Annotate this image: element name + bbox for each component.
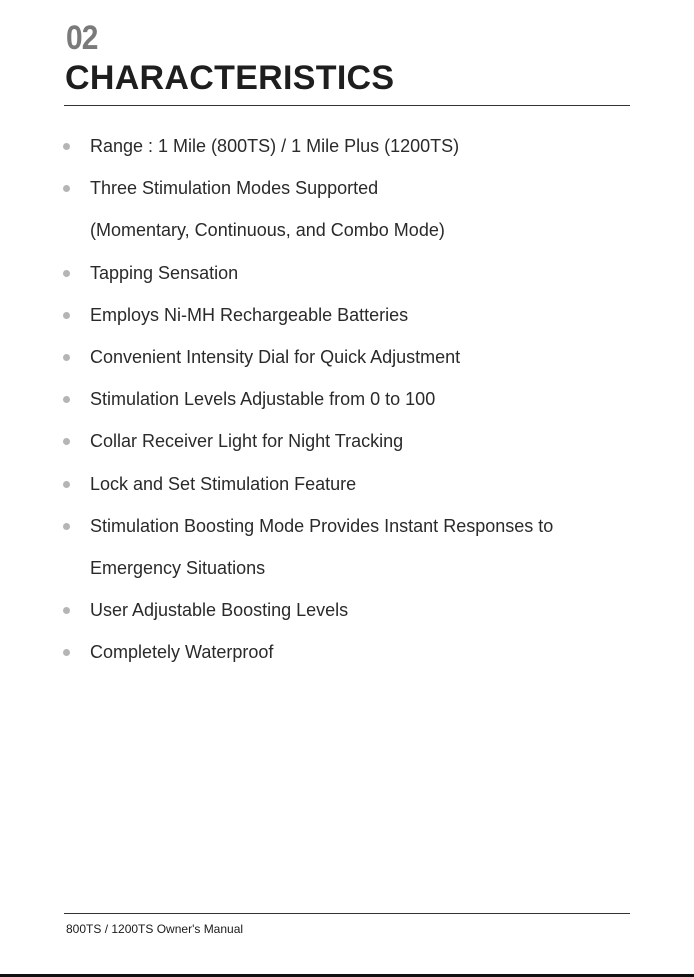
page-title: CHARACTERISTICS — [65, 59, 395, 97]
bullet-icon — [63, 607, 70, 614]
feature-item-text: Completely Waterproof — [90, 642, 274, 663]
section-number: 02 — [66, 19, 98, 57]
feature-item-text: Employs Ni-MH Rechargeable Batteries — [90, 304, 409, 325]
feature-item-text: Convenient Intensity Dial for Quick Adjustment — [90, 347, 461, 367]
bullet-icon — [63, 396, 70, 403]
bullet-icon — [63, 354, 70, 361]
bullet-icon — [63, 312, 70, 319]
bullet-icon — [63, 438, 70, 445]
bullet-icon — [63, 270, 70, 277]
footer-divider — [64, 913, 630, 914]
feature-item-text: Three Stimulation Modes Supported — [90, 178, 379, 199]
bullet-icon — [63, 649, 70, 656]
bullet-icon — [63, 523, 70, 530]
feature-item-text: Range : 1 Mile (800TS) / 1 Mile Plus (1200TS) — [90, 136, 460, 156]
footer-manual-title: 800TS / 1200TS Owner's Manual — [66, 922, 244, 936]
bullet-icon — [63, 143, 70, 150]
feature-item-text: Emergency Situations — [90, 558, 266, 578]
bullet-icon — [63, 185, 70, 192]
feature-item-text: Lock and Set Stimulation Feature — [90, 473, 357, 494]
feature-item-text: Stimulation Boosting Mode Provides Instant Responses to — [90, 515, 554, 536]
feature-item-text: Stimulation Levels Adjustable from 0 to 100 — [90, 389, 436, 410]
feature-item-text: Collar Receiver Light for Night Tracking — [90, 431, 404, 452]
feature-item-text: (Momentary, Continuous, and Combo Mode) — [90, 220, 445, 241]
bullet-icon — [63, 481, 70, 488]
feature-item-text: Tapping Sensation — [90, 262, 239, 283]
feature-item-text: User Adjustable Boosting Levels — [90, 600, 349, 621]
